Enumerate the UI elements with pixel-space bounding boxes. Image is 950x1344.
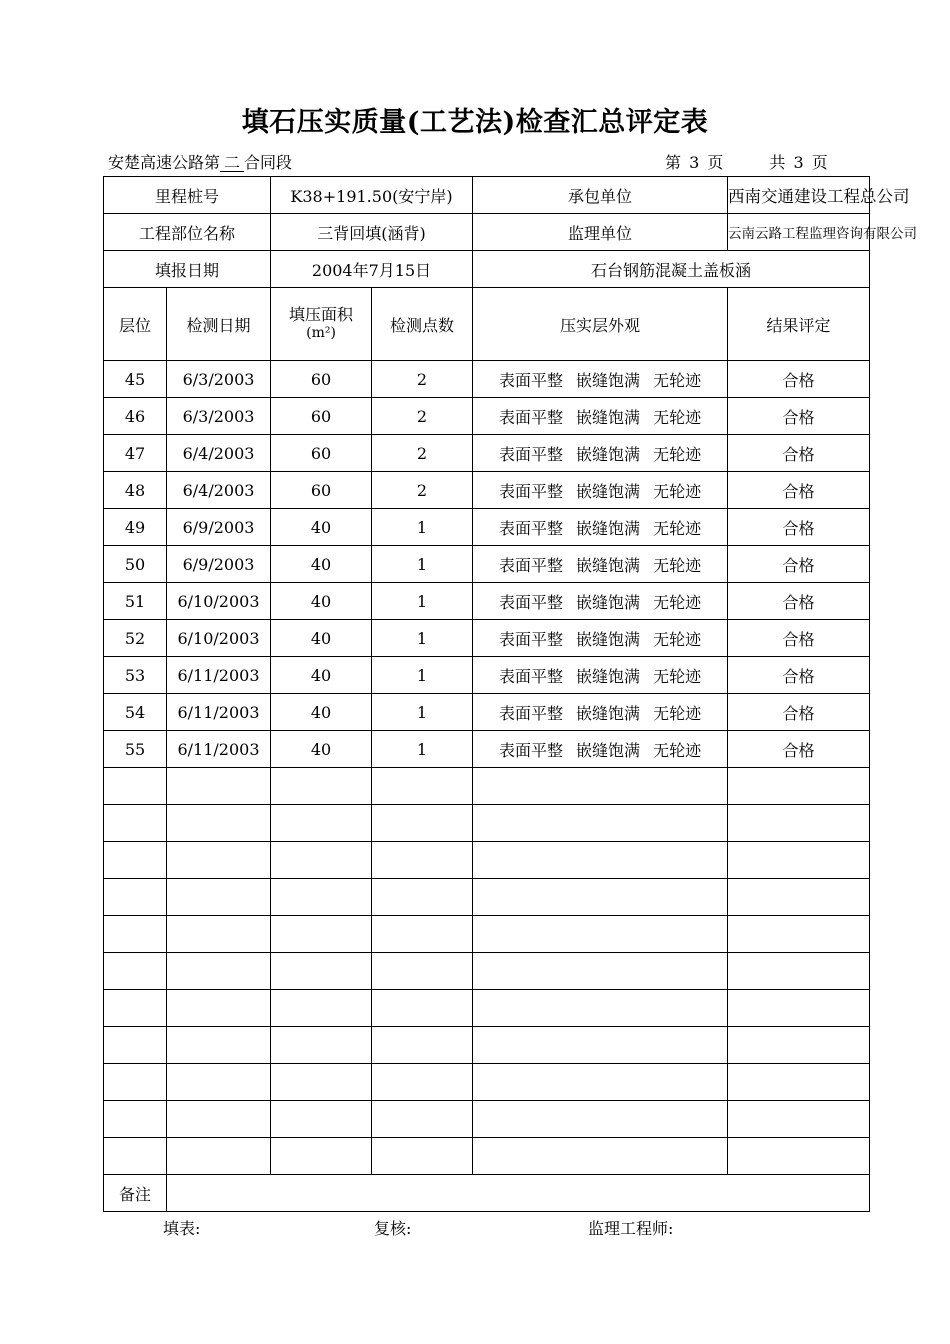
row-result: 合格 [728,398,870,435]
row-appearance: 表面平整 嵌缝饱满 无轮迹 [473,583,728,620]
page-title: 填石压实质量(工艺法)检查汇总评定表 [241,107,709,138]
empty-cell [167,842,271,879]
row-layer: 53 [104,657,167,694]
table-row [104,731,870,768]
remarks-label: 备注 [104,1175,167,1212]
header-layer: 层位 [104,288,167,361]
empty-row [104,916,870,953]
remarks-row [104,1175,870,1212]
empty-cell [473,1027,728,1064]
header-result: 结果评定 [728,288,870,361]
row-appearance: 表面平整 嵌缝饱满 无轮迹 [473,620,728,657]
empty-cell [372,842,473,879]
project-prefix: 安楚高速公路第 [108,153,221,172]
row-date: 6/4/2003 [167,435,271,472]
remarks-value [167,1175,870,1212]
empty-cell [473,805,728,842]
row-points: 1 [372,731,473,768]
empty-cell [728,1027,870,1064]
row-layer: 45 [104,361,167,398]
empty-cell [728,879,870,916]
empty-cell [372,953,473,990]
page-total: 共 3 页 [769,153,828,172]
structure-value: 石台钢筋混凝土盖板涵 [473,251,870,288]
project-line [108,150,292,173]
inspection-table [103,176,918,1212]
empty-row [104,768,870,805]
empty-cell [167,953,271,990]
empty-cell [104,1027,167,1064]
row-layer: 50 [104,546,167,583]
empty-cell [473,842,728,879]
table-row [104,435,870,472]
empty-cell [271,1138,372,1175]
row-points: 2 [372,435,473,472]
empty-cell [728,916,870,953]
row-layer: 51 [104,583,167,620]
project-suffix: 合同段 [244,153,293,172]
empty-cell [104,768,167,805]
empty-cell [271,879,372,916]
row-appearance: 表面平整 嵌缝饱满 无轮迹 [473,472,728,509]
row-result: 合格 [728,694,870,731]
empty-cell [372,916,473,953]
row-date: 6/11/2003 [167,657,271,694]
row-area: 60 [271,435,372,472]
row-date: 6/3/2003 [167,361,271,398]
empty-row [104,1064,870,1101]
row-area: 40 [271,546,372,583]
empty-cell [728,1138,870,1175]
empty-cell [372,1101,473,1138]
info-row-part [104,214,870,251]
empty-cell [728,953,870,990]
empty-cell [104,916,167,953]
row-points: 2 [372,361,473,398]
row-points: 1 [372,620,473,657]
empty-cell [728,768,870,805]
empty-cell [167,1027,271,1064]
row-appearance: 表面平整 嵌缝饱满 无轮迹 [473,509,728,546]
engineer-label: 监理工程师: [588,1219,674,1238]
row-area: 60 [271,361,372,398]
row-date: 6/9/2003 [167,509,271,546]
empty-cell [167,916,271,953]
empty-row [104,1101,870,1138]
row-date: 6/11/2003 [167,731,271,768]
column-header-row [104,288,870,361]
empty-cell [104,1101,167,1138]
empty-cell [473,768,728,805]
row-layer: 47 [104,435,167,472]
table-row [104,361,870,398]
row-appearance: 表面平整 嵌缝饱满 无轮迹 [473,435,728,472]
header-test-date: 检测日期 [167,288,271,361]
row-area: 40 [271,731,372,768]
empty-cell [473,1064,728,1101]
row-appearance: 表面平整 嵌缝饱满 无轮迹 [473,546,728,583]
empty-cell [728,1064,870,1101]
row-points: 2 [372,398,473,435]
empty-row [104,953,870,990]
empty-cell [167,1138,271,1175]
empty-cell [271,842,372,879]
empty-cell [372,990,473,1027]
supervisor-label: 监理单位 [473,214,728,251]
empty-row [104,990,870,1027]
table-row [104,657,870,694]
row-appearance: 表面平整 嵌缝饱满 无轮迹 [473,694,728,731]
empty-row [104,805,870,842]
date-label: 填报日期 [104,251,271,288]
empty-cell [167,1101,271,1138]
page-indicator [665,150,828,173]
empty-cell [728,1101,870,1138]
table-row [104,472,870,509]
empty-row [104,842,870,879]
empty-cell [167,805,271,842]
row-date: 6/4/2003 [167,472,271,509]
empty-cell [372,805,473,842]
empty-cell [271,1101,372,1138]
row-area: 40 [271,694,372,731]
info-row-station [104,177,870,214]
row-area: 40 [271,620,372,657]
row-appearance: 表面平整 嵌缝饱满 无轮迹 [473,657,728,694]
row-points: 1 [372,657,473,694]
row-date: 6/9/2003 [167,546,271,583]
supervisor-value: 云南云路工程监理咨询有限公司 [728,214,870,251]
empty-cell [372,1027,473,1064]
empty-cell [473,879,728,916]
info-row-date [104,251,870,288]
row-appearance: 表面平整 嵌缝饱满 无轮迹 [473,398,728,435]
station-label: 里程桩号 [104,177,271,214]
row-result: 合格 [728,546,870,583]
row-date: 6/11/2003 [167,694,271,731]
empty-cell [167,990,271,1027]
empty-row [104,1027,870,1064]
empty-cell [728,805,870,842]
empty-cell [104,1138,167,1175]
table-row [104,509,870,546]
row-points: 1 [372,694,473,731]
empty-cell [271,805,372,842]
empty-cell [728,990,870,1027]
row-layer: 46 [104,398,167,435]
header-area-unit: (m²) [306,325,336,341]
date-value: 2004年7月15日 [271,251,473,288]
empty-cell [104,805,167,842]
row-result: 合格 [728,620,870,657]
contractor-value: 西南交通建设工程总公司 [728,177,870,214]
empty-cell [104,990,167,1027]
contract-number: 二 [220,154,244,172]
row-date: 6/3/2003 [167,398,271,435]
empty-cell [473,953,728,990]
table-row [104,546,870,583]
filled-by-label: 填表: [163,1219,201,1238]
row-result: 合格 [728,731,870,768]
empty-cell [473,1101,728,1138]
empty-cell [271,1064,372,1101]
row-points: 2 [372,472,473,509]
row-layer: 49 [104,509,167,546]
table-row [104,398,870,435]
empty-cell [372,1064,473,1101]
empty-cell [473,1138,728,1175]
empty-cell [473,990,728,1027]
empty-cell [104,879,167,916]
empty-cell [271,768,372,805]
station-value: K38+191.50(安宁岸) [271,177,473,214]
row-result: 合格 [728,583,870,620]
empty-cell [728,842,870,879]
row-layer: 55 [104,731,167,768]
empty-cell [104,953,167,990]
empty-row [104,879,870,916]
table-row [104,583,870,620]
row-result: 合格 [728,472,870,509]
row-area: 60 [271,398,372,435]
row-points: 1 [372,546,473,583]
row-result: 合格 [728,509,870,546]
row-result: 合格 [728,435,870,472]
empty-cell [271,990,372,1027]
row-layer: 52 [104,620,167,657]
empty-row [104,1138,870,1175]
empty-cell [473,916,728,953]
row-area: 40 [271,583,372,620]
empty-cell [372,879,473,916]
part-value: 三背回填(涵背) [271,214,473,251]
row-area: 60 [271,472,372,509]
table-row [104,620,870,657]
row-area: 40 [271,509,372,546]
row-layer: 54 [104,694,167,731]
row-result: 合格 [728,657,870,694]
contractor-label: 承包单位 [473,177,728,214]
empty-cell [271,916,372,953]
empty-cell [167,879,271,916]
empty-cell [372,1138,473,1175]
empty-cell [167,1064,271,1101]
header-area-line1: 填压面积 [289,305,354,324]
row-result: 合格 [728,361,870,398]
row-layer: 48 [104,472,167,509]
empty-cell [104,1064,167,1101]
row-date: 6/10/2003 [167,620,271,657]
empty-cell [271,953,372,990]
row-points: 1 [372,509,473,546]
page-number: 第 3 页 [665,153,724,172]
empty-cell [271,1027,372,1064]
header-appearance: 压实层外观 [473,288,728,361]
header-points: 检测点数 [372,288,473,361]
empty-cell [104,842,167,879]
table-row [104,694,870,731]
part-label: 工程部位名称 [104,214,271,251]
header-area [271,288,372,361]
row-points: 1 [372,583,473,620]
row-date: 6/10/2003 [167,583,271,620]
reviewed-by-label: 复核: [374,1219,412,1238]
row-appearance: 表面平整 嵌缝饱满 无轮迹 [473,361,728,398]
empty-cell [372,768,473,805]
empty-cell [167,768,271,805]
row-appearance: 表面平整 嵌缝饱满 无轮迹 [473,731,728,768]
row-area: 40 [271,657,372,694]
